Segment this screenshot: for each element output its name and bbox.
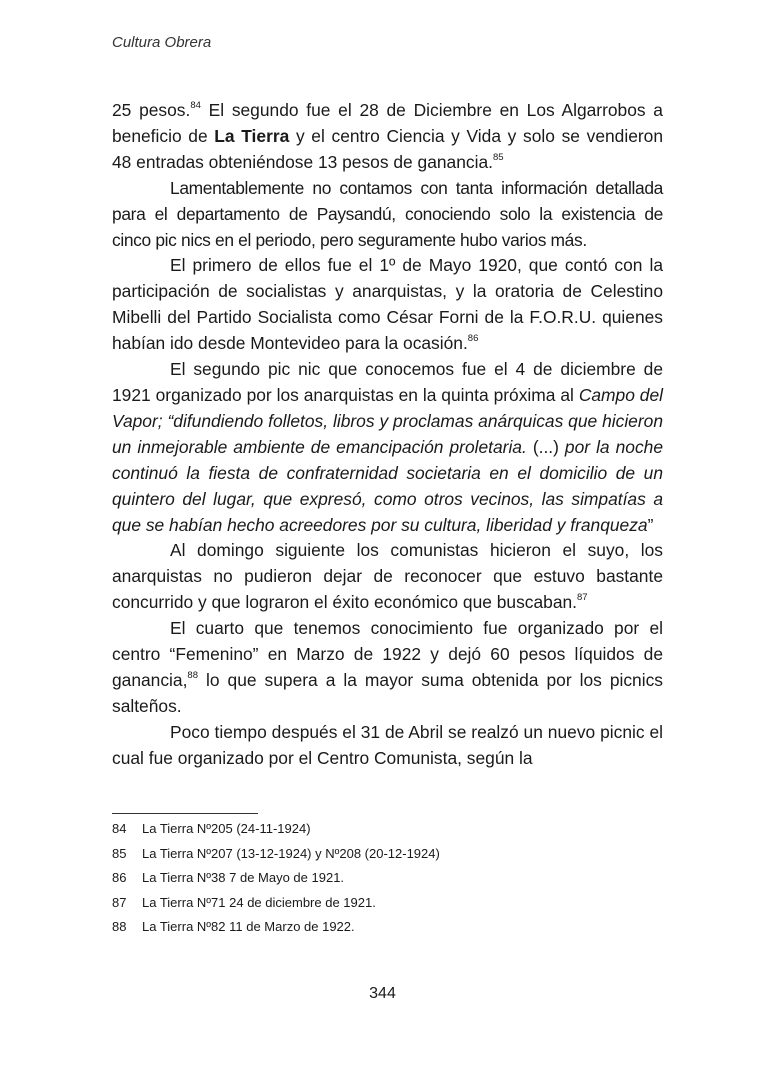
paragraph-2 — [112, 176, 663, 254]
footnote-85 — [112, 842, 663, 867]
text: Poco tiempo después el 31 de Abril se realzó un nuevo picnic el cual fue organizado por el Centro Comunista, según la — [112, 721, 663, 768]
page-number: 344 — [369, 985, 396, 1002]
text: Al domingo siguiente los comunistas hicieron el suyo, los anarquistas no pudieron dejar de reconocer que estuvo bastante concurrido y que lograron el éxito económico que buscaban. — [112, 540, 663, 613]
footnote-ref-87: 87 — [577, 592, 588, 604]
paragraph-7 — [112, 720, 663, 772]
footnote-87 — [112, 891, 663, 916]
paragraph-4 — [112, 357, 663, 538]
quote-italic-1: Campo del Vapor; “difundiendo folletos, libros y proclamas anárquicas que hicieron un inmejorable ambiente de emancipación proletaria. — [112, 384, 663, 457]
footnote-separator — [112, 813, 258, 814]
text: lo que supera a la mayor suma obtenida por los picnics salteños. — [112, 669, 663, 716]
running-header-title: Cultura Obrera — [112, 34, 212, 51]
footnote-number: 84 — [112, 821, 127, 836]
text: El primero de ellos fue el 1º de Mayo 1920, que contó con la participación de socialistas y anarquistas, y la oratoria de Celestino Mibelli del Partido Socialista como César Forni de la F.O.R.U. quienes habían ido desde Montevideo para la ocasión. — [112, 255, 663, 354]
body-text — [112, 98, 663, 772]
quote-italic-2: por la noche continuó la fiesta de confraternidad societaria en el domicilio de un quintero del lugar, que expresó, como otros vecinos, las simpatías a que se habían hecho acreedores por su cultura, liberidad y franqueza — [112, 436, 663, 535]
footnote-ref-88: 88 — [187, 670, 198, 682]
footnote-text: La Tierra Nº205 (24-11-1924) — [142, 821, 311, 836]
footnote-text: La Tierra Nº71 24 de diciembre de 1921. — [142, 894, 376, 910]
footnote-88 — [112, 915, 663, 940]
footnote-number: 85 — [112, 845, 127, 861]
footnote-ref-85: 85 — [492, 152, 504, 164]
footnote-84 — [112, 817, 663, 842]
text: El segundo fue el 28 de Diciembre en Los Algarrobos a beneficio de — [112, 100, 663, 146]
footnote-text: La Tierra Nº82 11 de Marzo de 1922. — [142, 919, 355, 934]
paragraph-1 — [112, 98, 663, 176]
footnote-ref-84: 84 — [190, 100, 201, 112]
paragraph-5 — [112, 538, 663, 616]
text: y el centro Ciencia y Vida y solo se vendieron 48 entradas obteniéndose 13 pesos de ganancia. — [112, 125, 663, 172]
footnote-number: 87 — [112, 894, 127, 910]
paragraph-6 — [112, 616, 663, 720]
text: El cuarto que tenemos conocimiento fue organizado por el centro “Femenino” en Marzo de 1922 y dejó 60 pesos líquidos de ganancia, — [112, 618, 663, 690]
footnotes — [112, 817, 663, 940]
footnote-number: 86 — [112, 870, 127, 885]
text: ” — [647, 514, 654, 535]
paragraph-3 — [112, 253, 663, 357]
footnote-text: La Tierra Nº38 7 de Mayo de 1921. — [142, 870, 345, 885]
bold-la-tierra: La Tierra — [214, 125, 290, 146]
text: (...) — [526, 436, 565, 457]
footnote-86 — [112, 866, 663, 891]
text: Lamentablemente no contamos con tanta información detallada para el departamento de Paysandú, conociendo solo la existencia de cinco pic nics en el periodo, pero seguramente hubo varios más. — [112, 177, 663, 250]
footnote-ref-86: 86 — [467, 333, 479, 345]
text: 25 pesos. — [112, 100, 191, 120]
footnote-number: 88 — [112, 919, 127, 934]
text: El segundo pic nic que conocemos fue el 4 de diciembre de 1921 organizado por los anarquistas en la quinta próxima al — [112, 359, 663, 405]
footnote-text: La Tierra Nº207 (13-12-1924) y Nº208 (20-12-1924) — [142, 845, 440, 861]
